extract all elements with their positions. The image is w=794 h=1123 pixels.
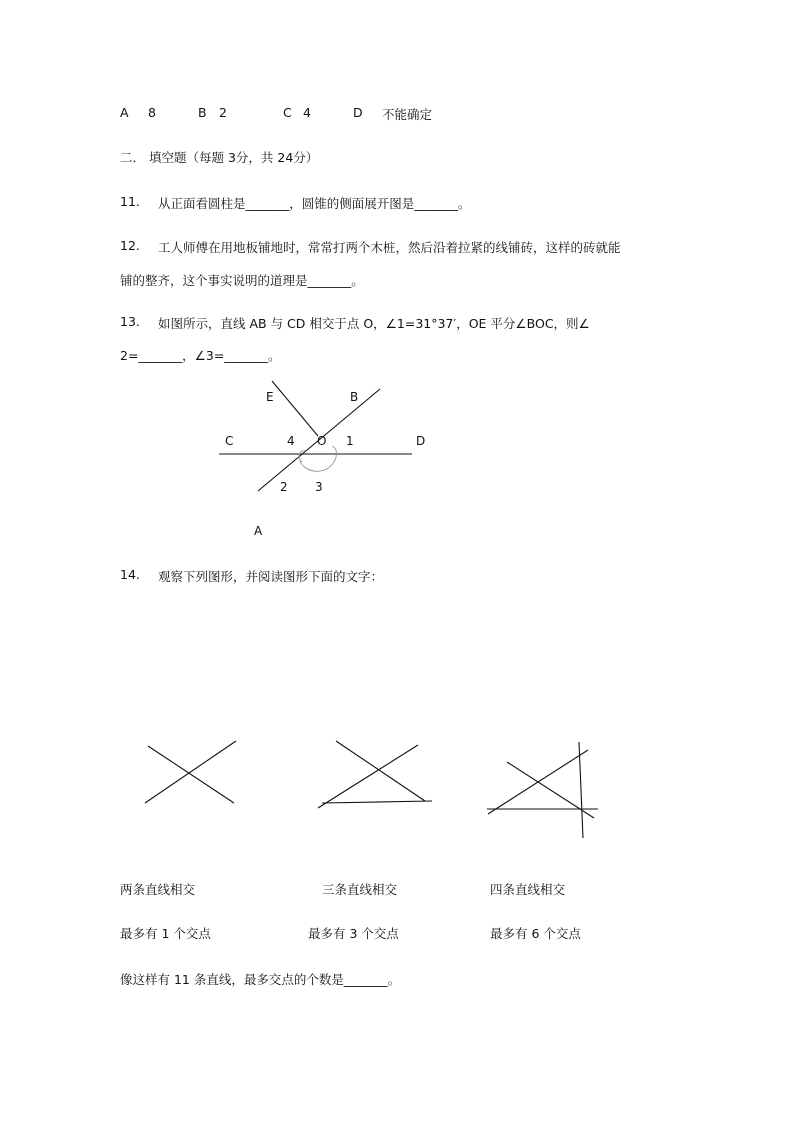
section-title: 二． 填空题（每题 3分，共 24分） — [120, 150, 319, 165]
q12-line1: 工人师傅在用地板铺地时，常常打两个木桩，然后沿着拉紧的线铺砖，这样的砖就能 — [158, 240, 621, 255]
angle-arc — [300, 446, 336, 471]
choice-d-letter: D — [353, 105, 363, 120]
label-1: 1 — [346, 434, 354, 448]
label-a: A — [254, 524, 263, 538]
caption-four-lines: 四条直线相交 — [490, 882, 566, 897]
label-d: D — [416, 434, 426, 448]
q12-number: 12. — [120, 238, 140, 253]
q11-text: 从正面看圆柱是_______，圆锥的侧面展开图是_______。 — [158, 196, 471, 211]
q14-text: 观察下列图形，并阅读图形下面的文字： — [158, 569, 384, 584]
four-lines-figure — [487, 742, 598, 838]
choice-a-letter: A — [120, 105, 129, 120]
count-four-lines: 最多有 6 个交点 — [490, 926, 581, 941]
label-c: C — [225, 434, 234, 448]
angle-arc-small — [299, 451, 306, 462]
q12-line2: 铺的整齐，这个事实说明的道理是_______。 — [120, 273, 364, 288]
q13-number: 13. — [120, 314, 140, 329]
choice-b-value: 2 — [219, 105, 227, 120]
q13-line2: 2=_______，∠3=_______。 — [120, 348, 281, 363]
choice-c-letter: C — [283, 105, 292, 120]
caption-two-lines: 两条直线相交 — [120, 882, 196, 897]
choice-c-value: 4 — [303, 105, 311, 120]
label-2: 2 — [280, 480, 288, 494]
label-b: B — [350, 390, 359, 404]
q11-number: 11. — [120, 194, 140, 209]
label-3: 3 — [315, 480, 323, 494]
three-lines-figure — [318, 741, 432, 808]
ray-oe — [272, 381, 318, 436]
count-two-lines: 最多有 1 个交点 — [120, 926, 211, 941]
label-4: 4 — [287, 434, 295, 448]
count-three-lines: 最多有 3 个交点 — [308, 926, 399, 941]
choice-d-value: 不能确定 — [382, 107, 433, 122]
q13-line1: 如图所示，直线 AB 与 CD 相交于点 O，∠1=31°37′，OE 平分∠BOC，则∠ — [158, 316, 590, 331]
caption-three-lines: 三条直线相交 — [322, 882, 398, 897]
two-lines-figure — [145, 741, 236, 803]
choice-a-value: 8 — [148, 105, 156, 120]
choice-b-letter: B — [198, 105, 207, 120]
label-e: E — [266, 390, 274, 404]
label-o: O — [317, 434, 327, 448]
q14-question: 像这样有 11 条直线，最多交点的个数是_______。 — [120, 972, 401, 987]
q14-number: 14. — [120, 567, 140, 582]
